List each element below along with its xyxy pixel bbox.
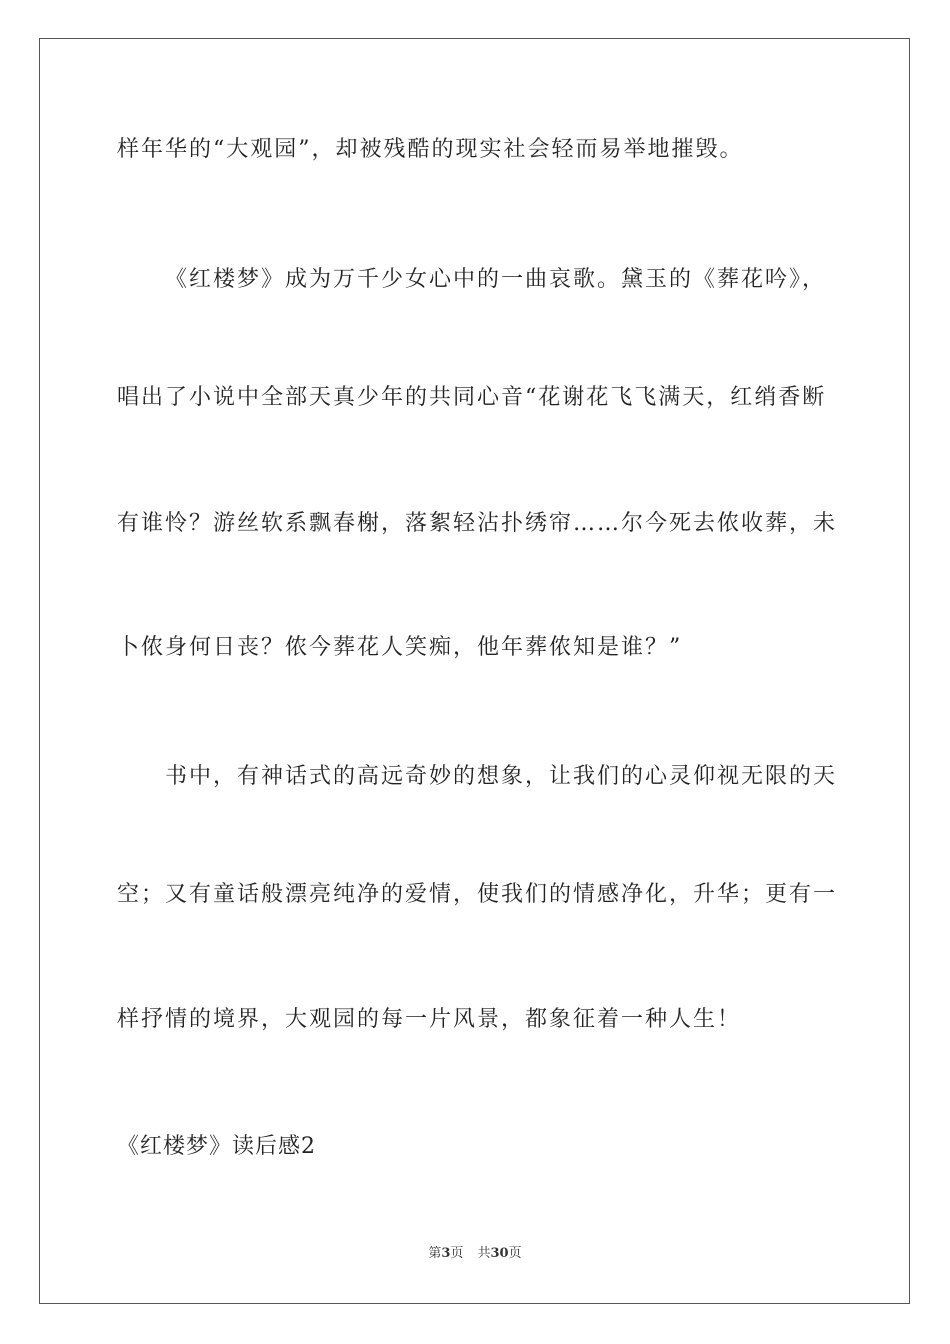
paragraph-3-line-3: 样抒情的境界，大观园的每一片风景，都象征着一种人生！ bbox=[117, 1007, 742, 1032]
page-border bbox=[39, 38, 910, 1304]
paragraph-2-line-4: 卜侬身何日丧？侬今葬花人笑痴，他年葬侬知是谁？” bbox=[117, 635, 683, 660]
paragraph-2-line-3: 有谁怜？游丝软系飘春榭，落絮轻沾扑绣帘……尔今死去侬收葬，未 bbox=[117, 511, 838, 536]
footer-total-suffix: 页 bbox=[508, 1246, 522, 1261]
section-heading: 《红楼梦》读后感2 bbox=[117, 1134, 316, 1159]
paragraph-1-line-1: 样年华的“大观园”，却被残酷的现实社会轻而易举地摧毁。 bbox=[117, 137, 744, 162]
footer-page-suffix: 页 bbox=[450, 1246, 464, 1261]
paragraph-3-line-1: 书中，有神话式的高远奇妙的想象，让我们的心灵仰视无限的天 bbox=[165, 764, 838, 789]
footer-page-total: 30 bbox=[490, 1246, 509, 1261]
footer-total-prefix: 共 bbox=[477, 1246, 491, 1261]
footer-page-prefix: 第 bbox=[428, 1246, 442, 1261]
paragraph-3-line-2: 空；又有童话般漂亮纯净的爱情，使我们的情感净化，升华；更有一 bbox=[117, 882, 838, 907]
paragraph-2-line-1: 《红楼梦》成为万千少女心中的一曲哀歌。黛玉的《葬花吟》， bbox=[165, 267, 827, 292]
footer-page-current: 3 bbox=[441, 1246, 451, 1261]
page-footer bbox=[0, 1245, 950, 1263]
paragraph-2-line-2: 唱出了小说中全部天真少年的共同心音“花谢花飞飞满天，红绡香断 bbox=[117, 385, 827, 410]
